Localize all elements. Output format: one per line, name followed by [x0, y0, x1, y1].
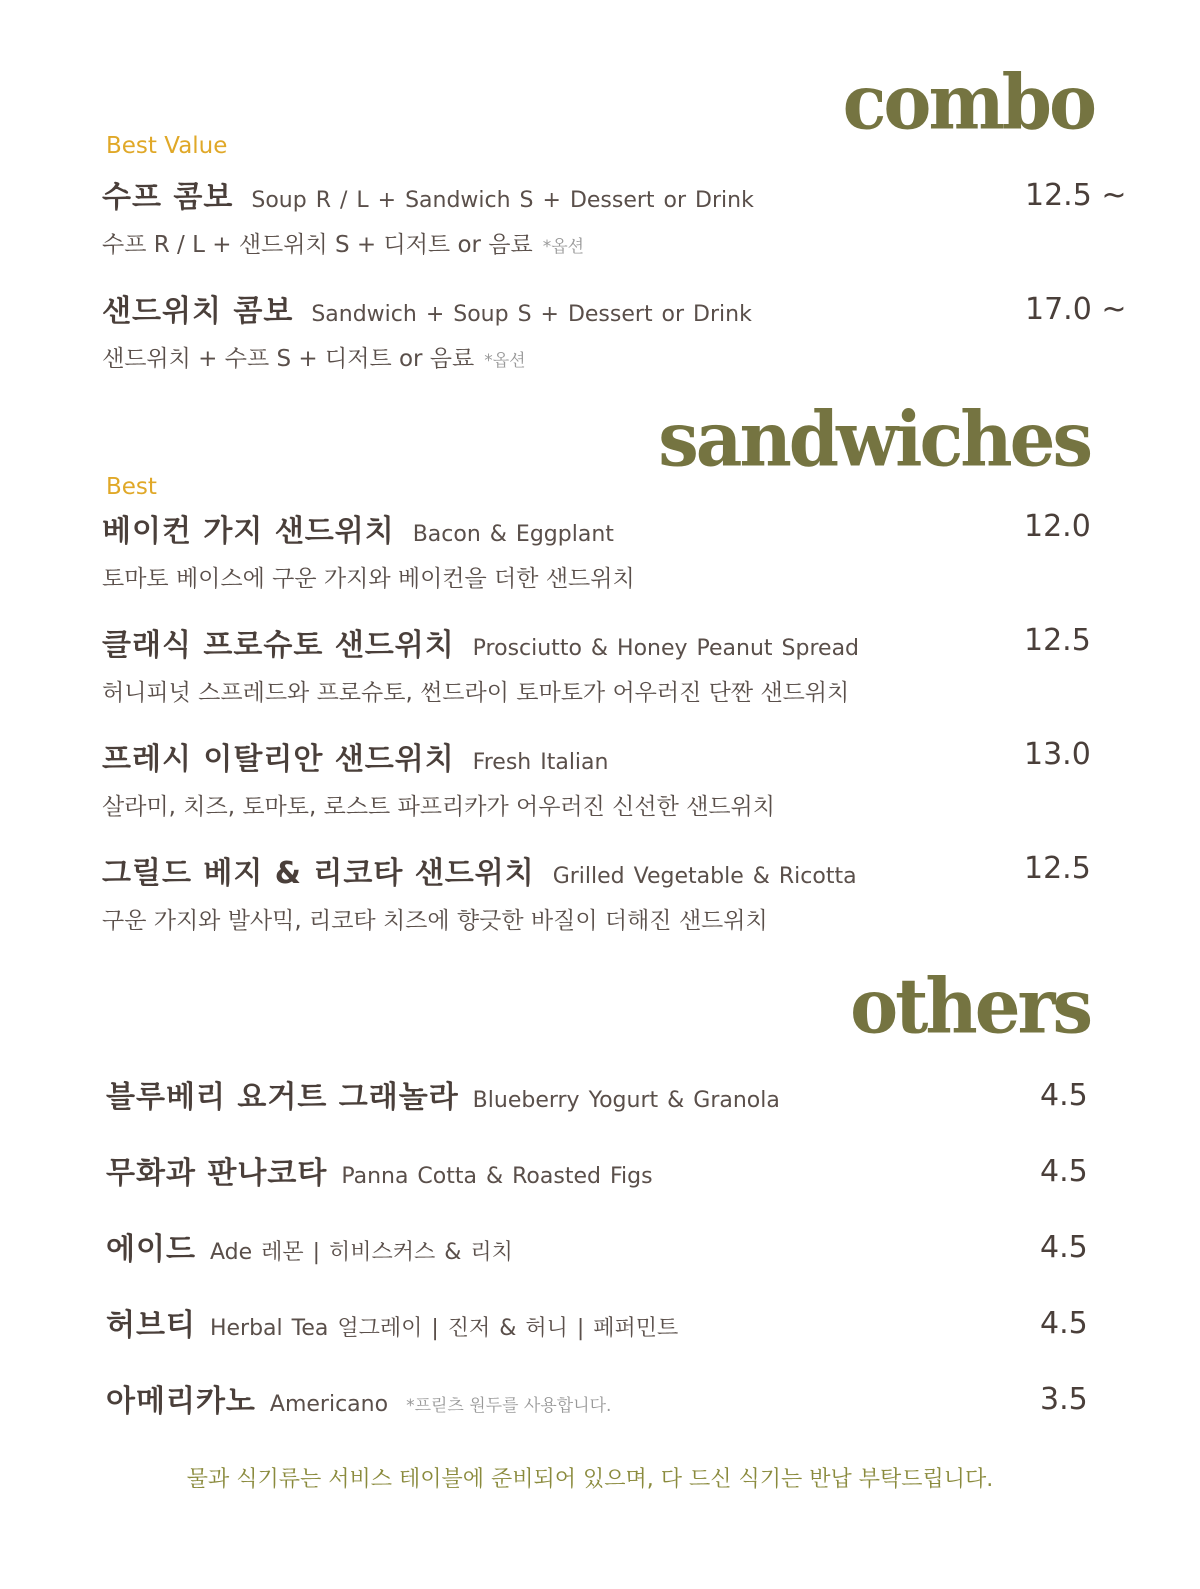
option-note: *옵션: [484, 351, 526, 371]
menu-item-bacon-eggplant: [102, 506, 1120, 593]
item-name-kr: 허브티: [106, 1308, 196, 1343]
item-name-kr: 베이컨 가지 샌드위치: [102, 514, 395, 549]
item-price: 12.5: [1024, 851, 1091, 886]
item-description-text: 샌드위치 + 수프 S + 디저트 or 음료: [102, 346, 475, 372]
item-description: 살라미, 치즈, 토마토, 로스트 파프리카가 어우러진 신선한 샌드위치: [102, 794, 775, 820]
item-price: 4.5: [1040, 1078, 1088, 1113]
item-name-en: Panna Cotta & Roasted Figs: [341, 1164, 653, 1189]
item-name-kr: 그릴드 베지 & 리코타 샌드위치: [102, 856, 535, 891]
item-name-kr: 수프 콤보: [102, 180, 234, 215]
item-name-en: Americano: [269, 1392, 389, 1417]
item-description: [102, 226, 1120, 259]
item-price: 4.5: [1040, 1154, 1088, 1189]
item-name-en: Herbal Tea 얼그레이 | 진저 & 허니 | 페퍼민트: [209, 1316, 679, 1341]
item-name-en: Bacon & Eggplant: [412, 522, 614, 547]
item-name-kr: 프레시 이탈리안 샌드위치: [102, 742, 455, 777]
item-description: 토마토 베이스에 구운 가지와 베이컨을 더한 샌드위치: [102, 566, 635, 592]
menu-item-grilled-veggie: [102, 848, 1120, 935]
bean-note: *프릳츠 원두를 사용합니다.: [406, 1396, 612, 1416]
item-name-en: Soup R / L + Sandwich S + Dessert or Drink: [251, 188, 754, 213]
item-name-en: Ade 레몬 | 히비스커스 & 리치: [209, 1240, 513, 1265]
item-description: 구운 가지와 발사믹, 리코타 치즈에 향긋한 바질이 더해진 샌드위치: [102, 908, 768, 934]
menu-item-americano: [106, 1376, 1120, 1420]
menu-item-fresh-italian: [102, 734, 1120, 821]
footer-notice: 물과 식기류는 서비스 테이블에 준비되어 있으며, 다 드신 식기는 반납 부탁드립니다.: [186, 1467, 994, 1492]
best-value-tag: Best Value: [106, 133, 228, 159]
section-title-others: others: [850, 961, 1090, 1051]
menu-item-sandwich-combo: [102, 286, 1120, 373]
section-title-combo: combo: [842, 57, 1094, 147]
item-name-en: Grilled Vegetable & Ricotta: [552, 864, 857, 889]
item-name-kr: 에이드: [106, 1232, 196, 1267]
item-description-text: 수프 R / L + 샌드위치 S + 디저트 or 음료: [102, 232, 533, 258]
section-title-sandwiches: sandwiches: [658, 394, 1090, 484]
item-name-en: Prosciutto & Honey Peanut Spread: [472, 636, 860, 661]
best-tag: Best: [106, 474, 157, 500]
item-name-kr: 클래식 프로슈토 샌드위치: [102, 628, 455, 663]
item-price: 17.0 ~: [1025, 292, 1127, 327]
item-price: 3.5: [1040, 1382, 1088, 1417]
item-price: 4.5: [1040, 1230, 1088, 1265]
item-price: 12.0: [1024, 509, 1091, 544]
item-price: 13.0: [1024, 737, 1091, 772]
item-description: 허니피넛 스프레드와 프로슈토, 썬드라이 토마토가 어우러진 단짠 샌드위치: [102, 680, 850, 706]
menu-item-yogurt-granola: [106, 1072, 1120, 1116]
item-name-en: Sandwich + Soup S + Dessert or Drink: [311, 302, 752, 327]
menu-item-panna-cotta: [106, 1148, 1120, 1192]
menu-item-soup-combo: [102, 172, 1120, 259]
item-name-kr: 무화과 판나코타: [106, 1156, 328, 1191]
option-note: *옵션: [542, 237, 585, 257]
item-name-kr: 샌드위치 콤보: [102, 294, 294, 329]
item-name-kr: 블루베리 요거트 그래놀라: [106, 1080, 459, 1115]
item-name-en: Fresh Italian: [472, 750, 609, 775]
menu-item-prosciutto: [102, 620, 1120, 707]
item-description: [102, 340, 1120, 373]
menu-item-ade: [106, 1224, 1120, 1268]
item-name-kr: 아메리카노: [106, 1384, 256, 1419]
item-price: 12.5: [1024, 623, 1091, 658]
item-name-en: Blueberry Yogurt & Granola: [472, 1088, 780, 1113]
item-price: 12.5 ~: [1025, 178, 1127, 213]
menu-item-herbal-tea: [106, 1300, 1120, 1344]
item-price: 4.5: [1040, 1306, 1088, 1341]
